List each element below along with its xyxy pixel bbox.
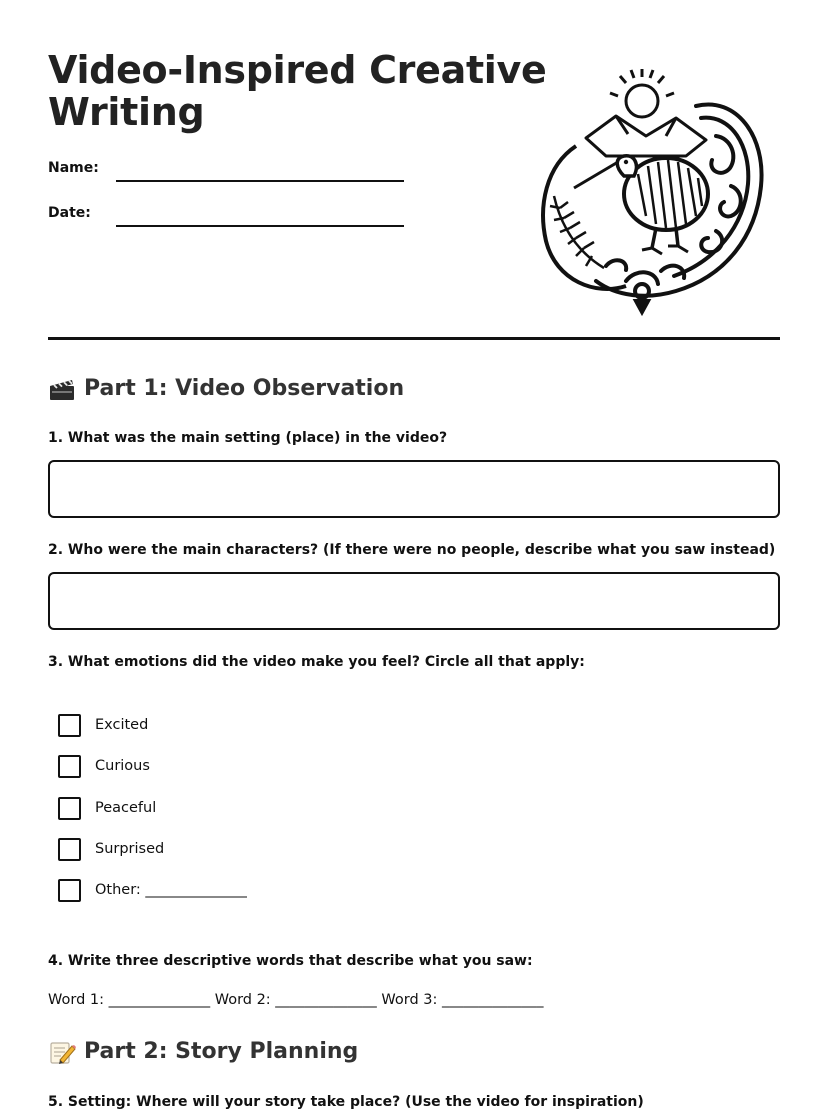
question-1: 1. What was the main setting (place) in the video?: [48, 430, 448, 446]
answer-box-characters[interactable]: [48, 572, 780, 630]
question-4: 4. Write three descriptive words that describe what you saw:: [48, 953, 533, 969]
emotion-label: Surprised: [95, 841, 165, 857]
emotion-option-curious[interactable]: [58, 755, 150, 777]
date-field[interactable]: [116, 225, 404, 227]
question-3: 3. What emotions did the video make you feel? Circle all that apply:: [48, 654, 585, 670]
part1-title: Part 1: Video Observation: [84, 376, 405, 401]
name-label: Name:: [48, 160, 99, 176]
title-line-1: Video-Inspired Creative: [48, 48, 547, 92]
emotion-label: Curious: [95, 758, 150, 774]
emotion-checkbox[interactable]: [58, 879, 81, 902]
worksheet-page: [48, 0, 780, 1118]
part1-heading: [48, 375, 404, 403]
emotion-checkbox[interactable]: [58, 838, 81, 861]
emotion-option-excited[interactable]: [58, 714, 148, 736]
sun-icon: [610, 69, 674, 117]
question-2: 2. Who were the main characters? (If there were no people, describe what you saw instead): [48, 542, 776, 558]
kiwi-bird: [574, 156, 708, 254]
emotion-label: Excited: [95, 717, 149, 733]
descriptive-words-line[interactable]: Word 1: ______________ Word 2: ______________ Word 3: ______________: [48, 992, 544, 1008]
emotion-label: Other: ______________: [95, 882, 247, 898]
emotion-option-peaceful[interactable]: [58, 797, 156, 819]
emotion-label: Peaceful: [95, 800, 157, 816]
emotion-checkbox[interactable]: [58, 797, 81, 820]
answer-box-setting[interactable]: [48, 460, 780, 518]
emotion-checkbox[interactable]: [58, 714, 81, 737]
mountains-icon: [586, 116, 706, 156]
emotion-option-surprised[interactable]: [58, 838, 164, 860]
kiwi-logo-icon: [516, 56, 778, 318]
emotion-option-other[interactable]: [58, 879, 247, 901]
date-label: Date:: [48, 205, 91, 221]
name-field[interactable]: [116, 180, 404, 182]
header-divider: [48, 337, 780, 340]
question-5: 5. Setting: Where will your story take place? (Use the video for inspiration): [48, 1094, 644, 1110]
part2-heading: [48, 1038, 358, 1066]
emotion-checkbox[interactable]: [58, 755, 81, 778]
fern-icon: [550, 196, 604, 268]
part2-title: Part 2: Story Planning: [84, 1039, 359, 1064]
title-line-2: Writing: [48, 90, 205, 134]
memo-pencil-icon: [48, 1040, 76, 1064]
page-title: [48, 49, 546, 133]
clapperboard-icon: [48, 377, 76, 401]
